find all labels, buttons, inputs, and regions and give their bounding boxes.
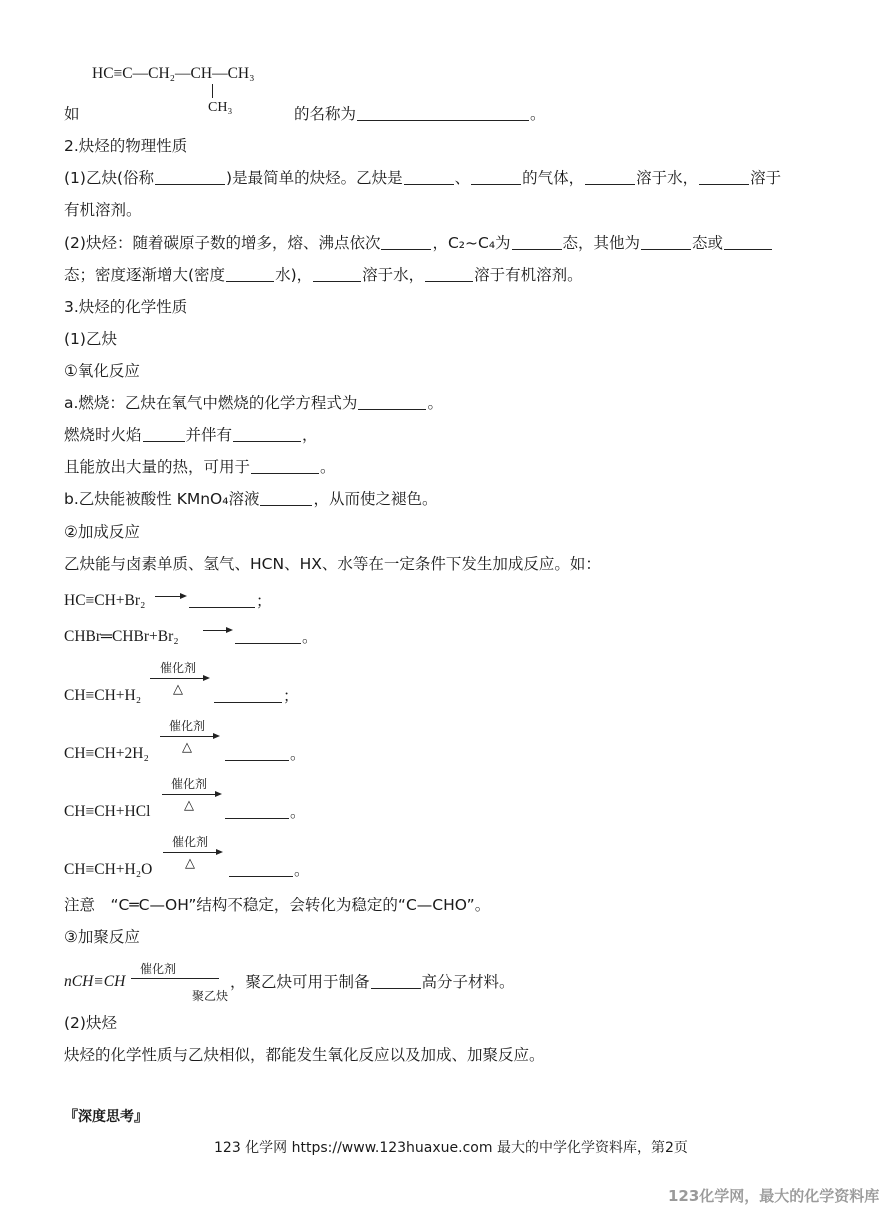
question-name: 如	[64, 105, 80, 123]
poly-arrow	[131, 978, 219, 979]
watermark: 123化学网，最大的化学资料库	[668, 1187, 880, 1205]
reaction-5-lhs: CH≡CH+HCl	[64, 803, 151, 820]
reaction-3-lhs: CH≡CH+H₂	[64, 687, 142, 704]
reaction-4-lhs: CH≡CH+2H₂	[64, 745, 149, 762]
answer-blank[interactable]	[189, 592, 255, 608]
reaction-2-arrow	[203, 630, 227, 631]
answer-blank[interactable]	[226, 266, 274, 282]
answer-blank[interactable]	[585, 169, 635, 185]
heat-icon: △	[185, 856, 195, 871]
arrow-head-icon	[226, 627, 233, 633]
heat-icon: △	[173, 682, 183, 697]
poly-lhs: nCH≡CH	[64, 973, 126, 990]
poly-product: 聚乙炔	[192, 989, 229, 1003]
paragraph-alkyne-physical-cont: 态；密度逐渐增大(密度 水)， 溶于水， 溶于有机溶剂。	[64, 266, 583, 284]
reaction-6-lhs: CH≡CH+H₂O	[64, 861, 153, 878]
answer-blank[interactable]	[425, 266, 473, 282]
answer-blank[interactable]	[225, 745, 289, 761]
note-enol: 注意 “C═C—OH”结构不稳定，会转化为稳定的“C—CHO”。	[64, 896, 491, 914]
polymerization-title: ③加聚反应	[64, 928, 140, 946]
question-name-tail: 的名称为 。	[294, 105, 546, 123]
answer-blank[interactable]	[699, 169, 749, 185]
reaction-3-blank: ；	[213, 686, 299, 706]
reaction-2-blank: 。	[234, 627, 318, 647]
paragraph-acetylene-physical-cont: 有机溶剂。	[64, 201, 142, 219]
reaction-4-catalyst: 催化剂	[169, 719, 206, 733]
answer-blank[interactable]	[357, 105, 529, 121]
answer-blank[interactable]	[381, 234, 431, 250]
arrow-head-icon	[213, 733, 220, 739]
answer-blank[interactable]	[214, 687, 282, 703]
reaction-5-arrow	[162, 794, 216, 795]
reaction-5-blank: 。	[224, 802, 306, 822]
reaction-1-blank: ；	[188, 591, 272, 611]
answer-blank[interactable]	[251, 458, 319, 474]
answer-blank[interactable]	[155, 169, 225, 185]
reaction-6-arrow	[163, 852, 217, 853]
answer-blank[interactable]	[143, 426, 185, 442]
arrow-head-icon	[215, 791, 222, 797]
answer-blank[interactable]	[313, 266, 361, 282]
reaction-6-blank: 。	[228, 860, 310, 880]
answer-blank[interactable]	[229, 861, 293, 877]
reaction-6-catalyst: 催化剂	[172, 835, 209, 849]
arrow-head-icon	[203, 675, 210, 681]
section-3-title: 3.炔烃的化学性质	[64, 298, 188, 316]
oxidation-title: ①氧化反应	[64, 362, 140, 380]
reaction-5-catalyst: 催化剂	[171, 777, 208, 791]
deep-thinking-heading: 『深度思考』	[64, 1109, 148, 1125]
reaction-3-arrow	[150, 678, 204, 679]
reaction-1-lhs: HC≡CH+Br₂	[64, 592, 146, 609]
kmno4-line: b.乙炔能被酸性 KMnO₄溶液 ，从而使之褪色。	[64, 490, 438, 508]
alkyne-chemical-desc: 炔烃的化学性质与乙炔相似，都能发生氧化反应以及加成、加聚反应。	[64, 1046, 545, 1064]
answer-blank[interactable]	[233, 426, 301, 442]
page-footer: 123 化学网 https://www.123huaxue.com 最大的中学化学资料库，第2页	[214, 1140, 688, 1156]
reaction-3-catalyst: 催化剂	[160, 661, 197, 675]
structure-chain: HC≡C—CH₂—CH—CH₃	[92, 65, 255, 82]
answer-blank[interactable]	[358, 394, 426, 410]
paragraph-alkyne-physical: (2)炔烃：随着碳原子数的增多，熔、沸点依次 ，C₂~C₄为 态，其他为 态或	[64, 233, 773, 253]
answer-blank[interactable]	[404, 169, 454, 185]
arrow-head-icon	[180, 593, 187, 599]
answer-blank[interactable]	[225, 803, 289, 819]
addition-title: ②加成反应	[64, 523, 140, 541]
heat-line: 且能放出大量的热，可用于 。	[64, 458, 336, 476]
addition-desc: 乙炔能与卤素单质、氢气、HCN、HX、水等在一定条件下发生加成反应。如：	[64, 555, 601, 573]
reaction-2-lhs: CHBr═CHBr+Br₂	[64, 628, 179, 645]
structure-branch: CH₃	[208, 100, 233, 115]
answer-blank[interactable]	[724, 234, 772, 250]
subsection-acetylene: (1)乙炔	[64, 330, 117, 348]
answer-blank[interactable]	[260, 490, 312, 506]
heat-icon: △	[182, 740, 192, 755]
paragraph-acetylene-physical: (1)乙炔(俗称 )是最简单的炔烃。乙炔是 、 的气体， 溶于水， 溶于	[64, 169, 782, 187]
answer-blank[interactable]	[471, 169, 521, 185]
arrow-head-icon	[216, 849, 223, 855]
reaction-4-arrow	[160, 736, 214, 737]
heat-icon: △	[184, 798, 194, 813]
answer-blank[interactable]	[371, 973, 421, 989]
poly-desc: ，聚乙炔可用于制备 高分子材料。	[230, 973, 515, 991]
subsection-alkyne: (2)炔烃	[64, 1014, 117, 1032]
combustion-line: a.燃烧：乙炔在氧气中燃烧的化学方程式为 。	[64, 394, 443, 412]
poly-catalyst: 催化剂	[140, 962, 177, 976]
flame-line: 燃烧时火焰 并伴有 ，	[64, 426, 318, 444]
section-2-title: 2.炔烃的物理性质	[64, 137, 188, 155]
reaction-1-arrow	[155, 596, 181, 597]
branch-bond	[212, 84, 213, 98]
answer-blank[interactable]	[641, 234, 691, 250]
answer-blank[interactable]	[235, 628, 301, 644]
answer-blank[interactable]	[512, 234, 562, 250]
reaction-4-blank: 。	[224, 744, 306, 764]
